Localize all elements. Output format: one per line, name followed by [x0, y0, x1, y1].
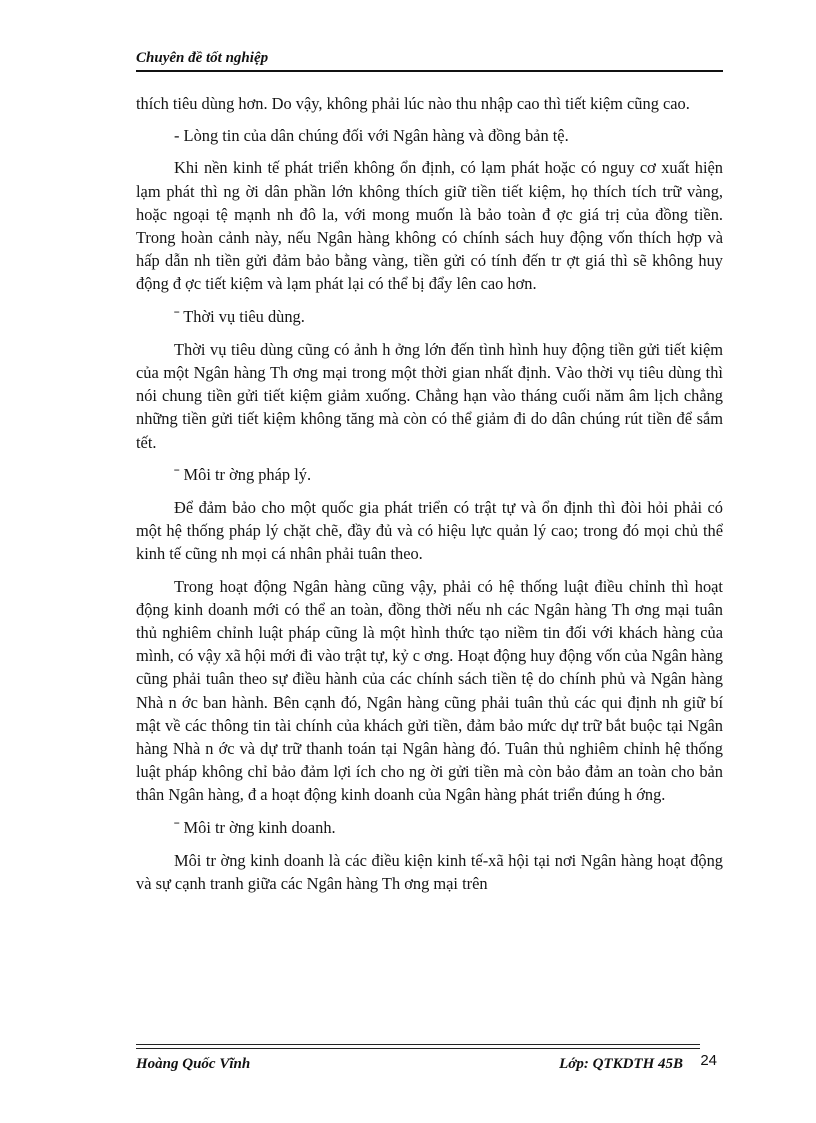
footer-rule — [136, 1044, 700, 1045]
footer-rule — [136, 1048, 700, 1049]
paragraph: Trong hoạt động Ngân hàng cũng vậy, phải có hệ thống luật điều chỉnh thì hoạt động kinh doanh mới có thể an toàn, đồng thời nếu nh các Ngân hàng Th ơng mại tuân thủ nghiêm chỉnh luật pháp cũng là một hình thức tạo niềm tin đối với khách hàng của mình, có vậy xã hội mới đi vào trật tự, kỷ c ơng. Hoạt động huy động vốn của Ngân hàng cũng phải tuân theo sự điều hành của các chính sách tiền tệ do chính phủ và Ngân hàng Nhà n ớc ban hành. Bên cạnh đó, Ngân hàng cũng phải tuân thủ các qui định nh giữ bí mật về các thông tin tài chính của khách gửi tiền, đảm bảo mức dự trữ bắt buộc tại Ngân hàng Nhà n ớc và dự trữ thanh toán tại Ngân hàng đó. Tuân thủ nghiêm chỉnh hệ thống luật pháp không chỉ bảo đảm lợi ích cho ng ời gửi tiền mà còn bảo đảm an toàn cho bản thân Ngân hàng, đ a hoạt động kinh doanh của Ngân hàng phát triển đúng h ớng. — [136, 576, 723, 805]
page-header — [136, 46, 723, 70]
paragraph: - Lòng tin của dân chúng đối với Ngân hàng và đồng bản tệ. — [174, 126, 569, 146]
paragraph: Để đảm bảo cho một quốc gia phát triển có trật tự và ổn định thì đòi hỏi phải có một hệ thống pháp lý chặt chẽ, đầy đủ và có hiệu lực quản lý cao; trong đó mọi chủ thể kinh tế cũng nh mọi cá nhân phải tuân theo. — [136, 498, 723, 564]
paragraph: Khi nền kinh tế phát triển không ổn định, có lạm phát hoặc có nguy cơ xuất hiện lạm phát thì ng ời dân phần lớn không thích giữ tiền tiết kiệm, họ thích tích trữ vàng, hoặc ngoại tệ mạnh nh đô la, với mong muốn là bảo toàn đ ợc giá trị của đồng tiền. Trong hoàn cảnh này, nếu Ngân hàng không có chính sách huy động vốn thích hợp và hấp dẫn nh tiền gửi đảm bảo bằng vàng, tiền gửi có tính đến tr ợt giá thì sẽ không huy động đ ợc tiết kiệm và lạm phát lại có thể bị đẩy lên cao hơn. — [136, 158, 723, 294]
page-number: 24 — [700, 1052, 717, 1069]
page-footer — [136, 1044, 723, 1084]
header-title: Chuyên đề tốt nghiệp — [136, 50, 269, 66]
paragraph: Thời vụ tiêu dùng cũng có ảnh h ởng lớn đến tình hình huy động tiền gửi tiết kiệm của một Ngân hàng Th ơng mại trong một thời gian nhất định. Vào thời vụ tiêu dùng thì nói chung tiền gửi tiết kiệm giảm xuống. Chẳng hạn vào tháng cuối năm âm lịch chẳng những tiền gửi tiết kiệm không tăng mà còn có thể giảm đi do dân chúng rút tiền để sắm tết. — [136, 339, 723, 452]
paragraph: Môi tr ờng kinh doanh là các điều kiện kinh tế-xã hội tại nơi Ngân hàng hoạt động và sự cạnh tranh giữa các Ngân hàng Th ơng mại trên — [136, 850, 723, 894]
section-item-business-environment: ˉ Môi tr ờng kinh doanh. — [174, 817, 336, 837]
section-item-consumption-season: ˉ Thời vụ tiêu dùng. — [174, 306, 305, 326]
footer-author: Hoàng Quốc Vĩnh — [136, 1056, 251, 1072]
section-item-legal-environment: ˉ Môi tr ờng pháp lý. — [174, 464, 312, 484]
paragraph: thích tiêu dùng hơn. Do vậy, không phải lúc nào thu nhập cao thì tiết kiệm cũng cao. — [136, 94, 690, 113]
header-rule — [136, 70, 723, 72]
body-text — [136, 92, 723, 904]
footer-class-label: Lớp: QTKDTH 45B — [559, 1056, 683, 1072]
